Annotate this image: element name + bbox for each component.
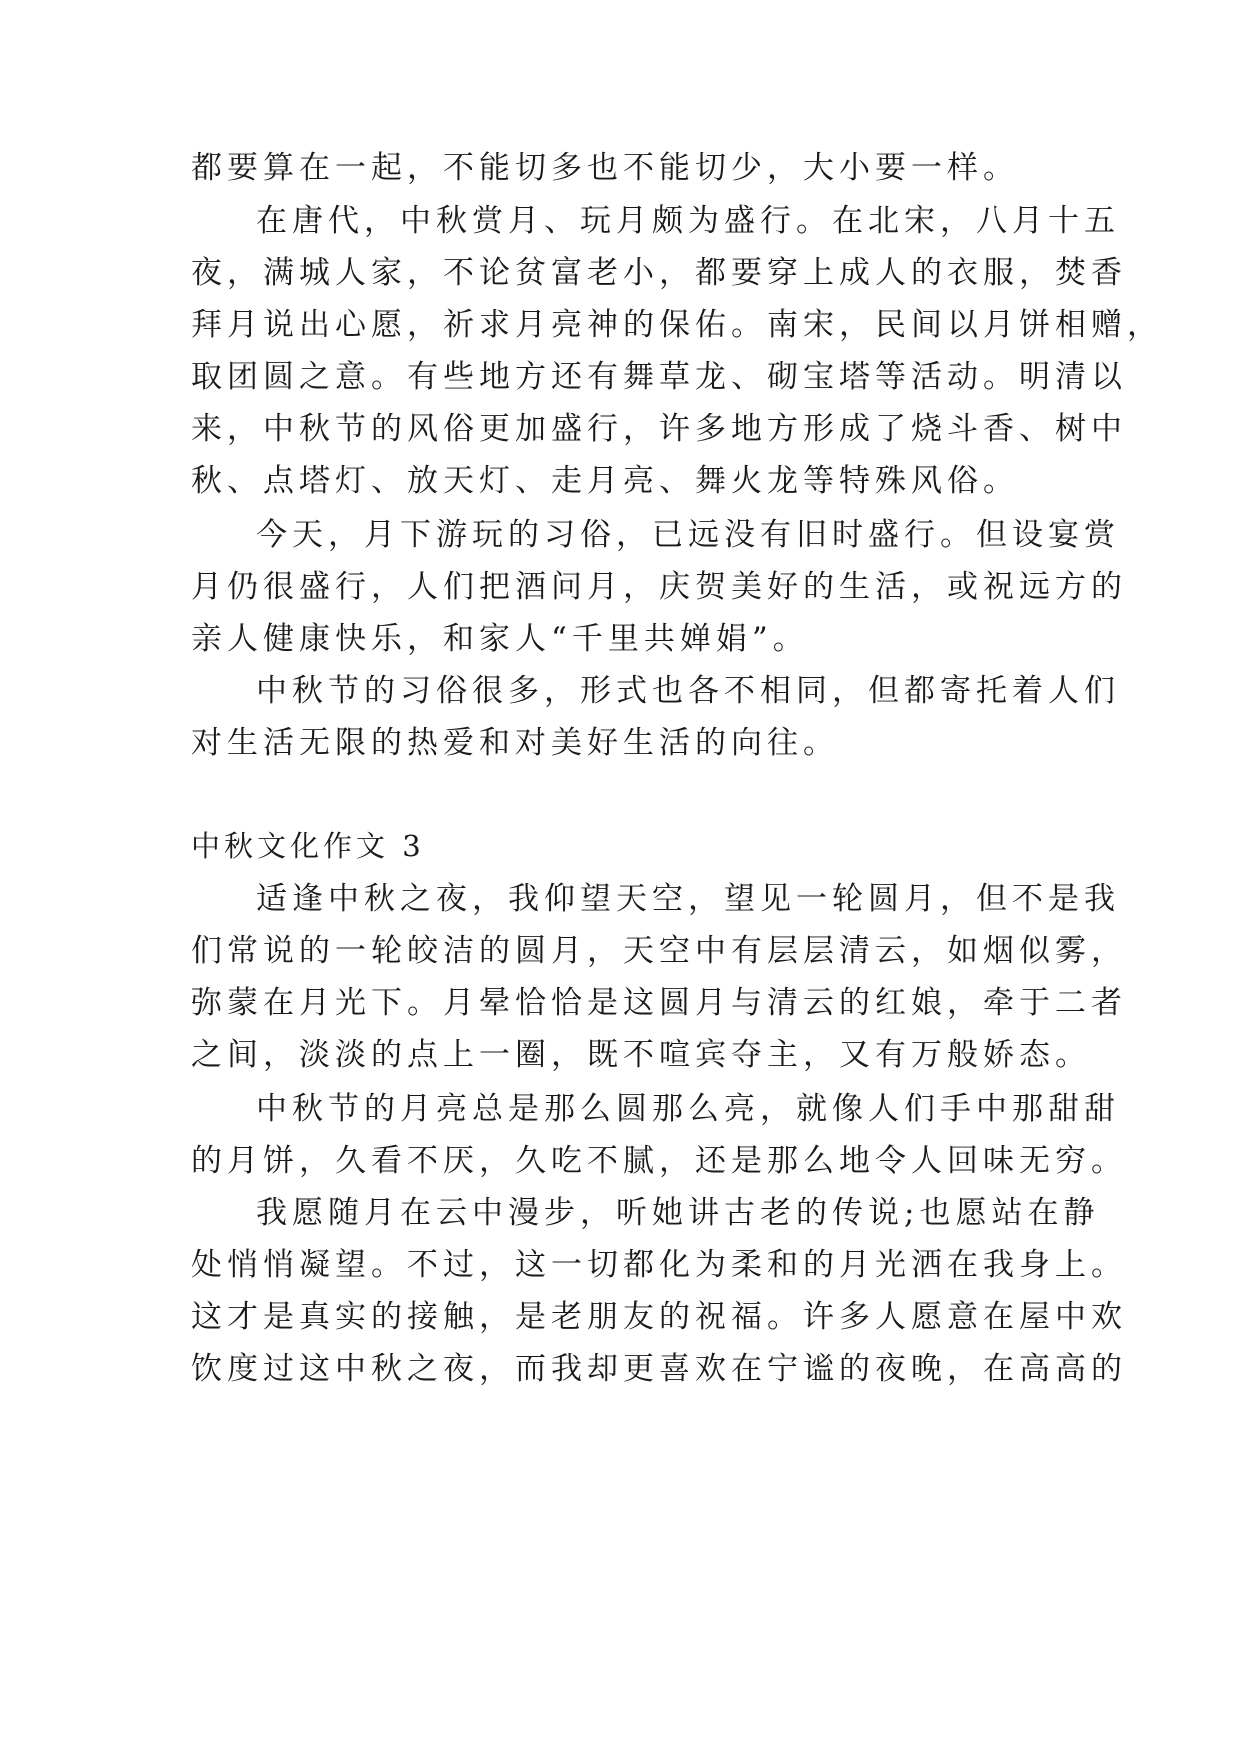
paragraph-line: 对生活无限的热爱和对美好生活的向往。	[191, 725, 839, 761]
paragraph-line: 拜月说出心愿，祈求月亮神的保佑。南宋，民间以月饼相赠，	[191, 307, 1163, 343]
section-heading: 中秋文化作文 3	[191, 829, 425, 863]
paragraph-line: 秋、点塔灯、放天灯、走月亮、舞火龙等特殊风俗。	[191, 463, 1019, 499]
paragraph-line: 月仍很盛行，人们把酒问月，庆贺美好的生活，或祝远方的	[191, 569, 1127, 605]
paragraph-line: 中秋节的习俗很多，形式也各不相同，但都寄托着人们	[256, 673, 1120, 709]
paragraph-line: 今天，月下游玩的习俗，已远没有旧时盛行。但设宴赏	[256, 517, 1120, 553]
paragraph-line: 适逢中秋之夜，我仰望天空，望见一轮圆月，但不是我	[256, 881, 1120, 917]
paragraph-line: 中秋节的月亮总是那么圆那么亮，就像人们手中那甜甜	[256, 1091, 1120, 1127]
paragraph-line: 弥蒙在月光下。月晕恰恰是这圆月与清云的红娘，牵于二者	[191, 985, 1127, 1021]
paragraph-line: 在唐代，中秋赏月、玩月颇为盛行。在北宋，八月十五	[256, 203, 1120, 239]
paragraph-line: 都要算在一起，不能切多也不能切少，大小要一样。	[191, 150, 1019, 186]
paragraph-line: 来，中秋节的风俗更加盛行，许多地方形成了烧斗香、树中	[191, 411, 1127, 447]
paragraph-line: 们常说的一轮皎洁的圆月，天空中有层层清云，如烟似雾，	[191, 933, 1127, 969]
paragraph-line: 亲人健康快乐，和家人“千里共婵娟”。	[191, 621, 809, 657]
paragraph-line: 我愿随月在云中漫步，听她讲古老的传说;也愿站在静	[256, 1195, 1100, 1231]
paragraph-line: 这才是真实的接触，是老朋友的祝福。许多人愿意在屋中欢	[191, 1299, 1127, 1335]
paragraph-line: 之间，淡淡的点上一圈，既不喧宾夺主，又有万般娇态。	[191, 1037, 1091, 1073]
paragraph-line: 取团圆之意。有些地方还有舞草龙、砌宝塔等活动。明清以	[191, 359, 1127, 395]
paragraph-line: 的月饼，久看不厌，久吃不腻，还是那么地令人回味无穷。	[191, 1143, 1127, 1179]
paragraph-line: 饮度过这中秋之夜，而我却更喜欢在宁谧的夜晚，在高高的	[191, 1351, 1127, 1387]
paragraph-line: 处悄悄凝望。不过，这一切都化为柔和的月光洒在我身上。	[191, 1247, 1127, 1283]
paragraph-line: 夜，满城人家，不论贫富老小，都要穿上成人的衣服，焚香	[191, 255, 1127, 291]
